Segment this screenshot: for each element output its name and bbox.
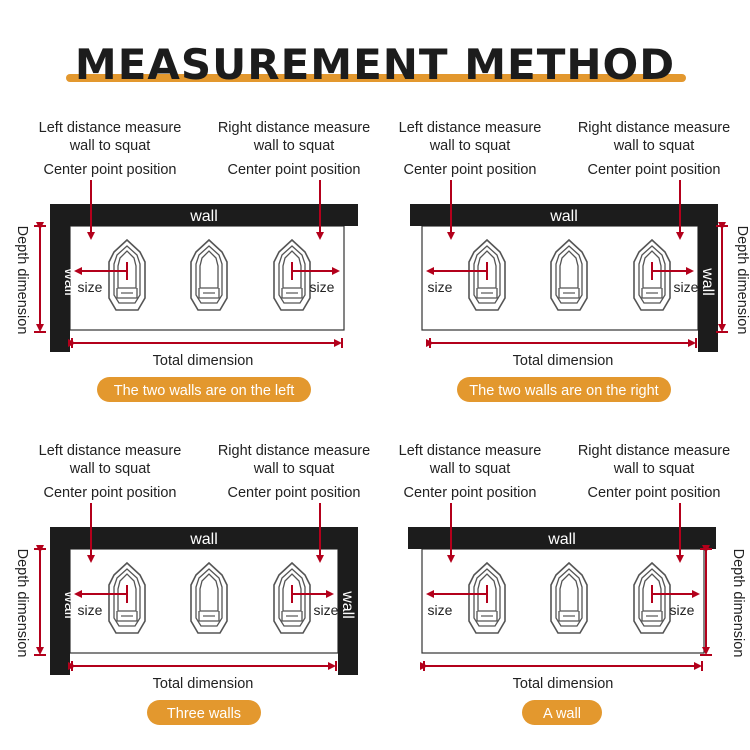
caption-label: The two walls are on the left [113, 383, 295, 399]
center-point-label-left: Center point position [403, 485, 537, 501]
panel-4 [399, 443, 746, 725]
depth-label: Depth dimension [14, 225, 30, 335]
right-measure-label-line2: wall to squat [613, 138, 695, 154]
size-label-left: size [77, 602, 103, 618]
total-dimension-label: Total dimension [152, 353, 254, 369]
depth-label: Depth dimension [734, 225, 750, 335]
wall-right-label: wall [699, 268, 716, 296]
center-point-label-left: Center point position [403, 162, 537, 178]
panel-2 [399, 120, 750, 402]
left-measure-label-line1: Left distance measure [38, 120, 182, 136]
caption-label: The two walls are on the right [469, 383, 659, 399]
left-measure-label-line2: wall to squat [429, 138, 511, 154]
wall-top-label: wall [190, 531, 218, 548]
center-point-label-right: Center point position [587, 162, 721, 178]
center-point-label-right: Center point position [227, 162, 361, 178]
caption-label: Three walls [166, 706, 242, 722]
depth-label: Depth dimension [14, 548, 30, 658]
wall-left-label: wall [61, 268, 78, 296]
right-measure-label-line1: Right distance measure [217, 443, 371, 459]
wall-top-label: wall [190, 208, 218, 225]
right-measure-label-line1: Right distance measure [577, 120, 731, 136]
total-dimension-label: Total dimension [512, 676, 614, 692]
right-measure-label-line2: wall to squat [253, 138, 335, 154]
center-point-label-right: Center point position [227, 485, 361, 501]
page-title: MEASUREMENT METHOD [74, 40, 676, 89]
size-label-right: size [313, 602, 339, 618]
total-dimension-label: Total dimension [512, 353, 614, 369]
left-measure-label-line1: Left distance measure [398, 443, 542, 459]
left-measure-label-line2: wall to squat [429, 461, 511, 477]
center-point-label-right: Center point position [587, 485, 721, 501]
size-label-right: size [673, 279, 699, 295]
left-measure-label-line2: wall to squat [69, 138, 151, 154]
left-measure-label-line2: wall to squat [69, 461, 151, 477]
center-point-label-left: Center point position [43, 485, 177, 501]
center-point-label-left: Center point position [43, 162, 177, 178]
left-measure-label-line1: Left distance measure [398, 120, 542, 136]
size-label-left: size [77, 279, 103, 295]
size-label-left: size [427, 279, 453, 295]
depth-label: Depth dimension [730, 548, 746, 658]
total-dimension-label: Total dimension [152, 676, 254, 692]
wall-left-label: wall [61, 591, 78, 619]
size-label-right: size [669, 602, 695, 618]
size-label-right: size [309, 279, 335, 295]
caption-label: A wall [543, 706, 581, 722]
size-label-left: size [427, 602, 453, 618]
right-measure-label-line2: wall to squat [613, 461, 695, 477]
panel-1 [14, 120, 370, 402]
right-measure-label-line1: Right distance measure [217, 120, 371, 136]
right-measure-label-line1: Right distance measure [577, 443, 731, 459]
wall-top-label: wall [548, 531, 576, 548]
panel-3 [14, 443, 370, 725]
right-measure-label-line2: wall to squat [253, 461, 335, 477]
left-measure-label-line1: Left distance measure [38, 443, 182, 459]
wall-top-label: wall [550, 208, 578, 225]
wall-right-label: wall [339, 591, 356, 619]
